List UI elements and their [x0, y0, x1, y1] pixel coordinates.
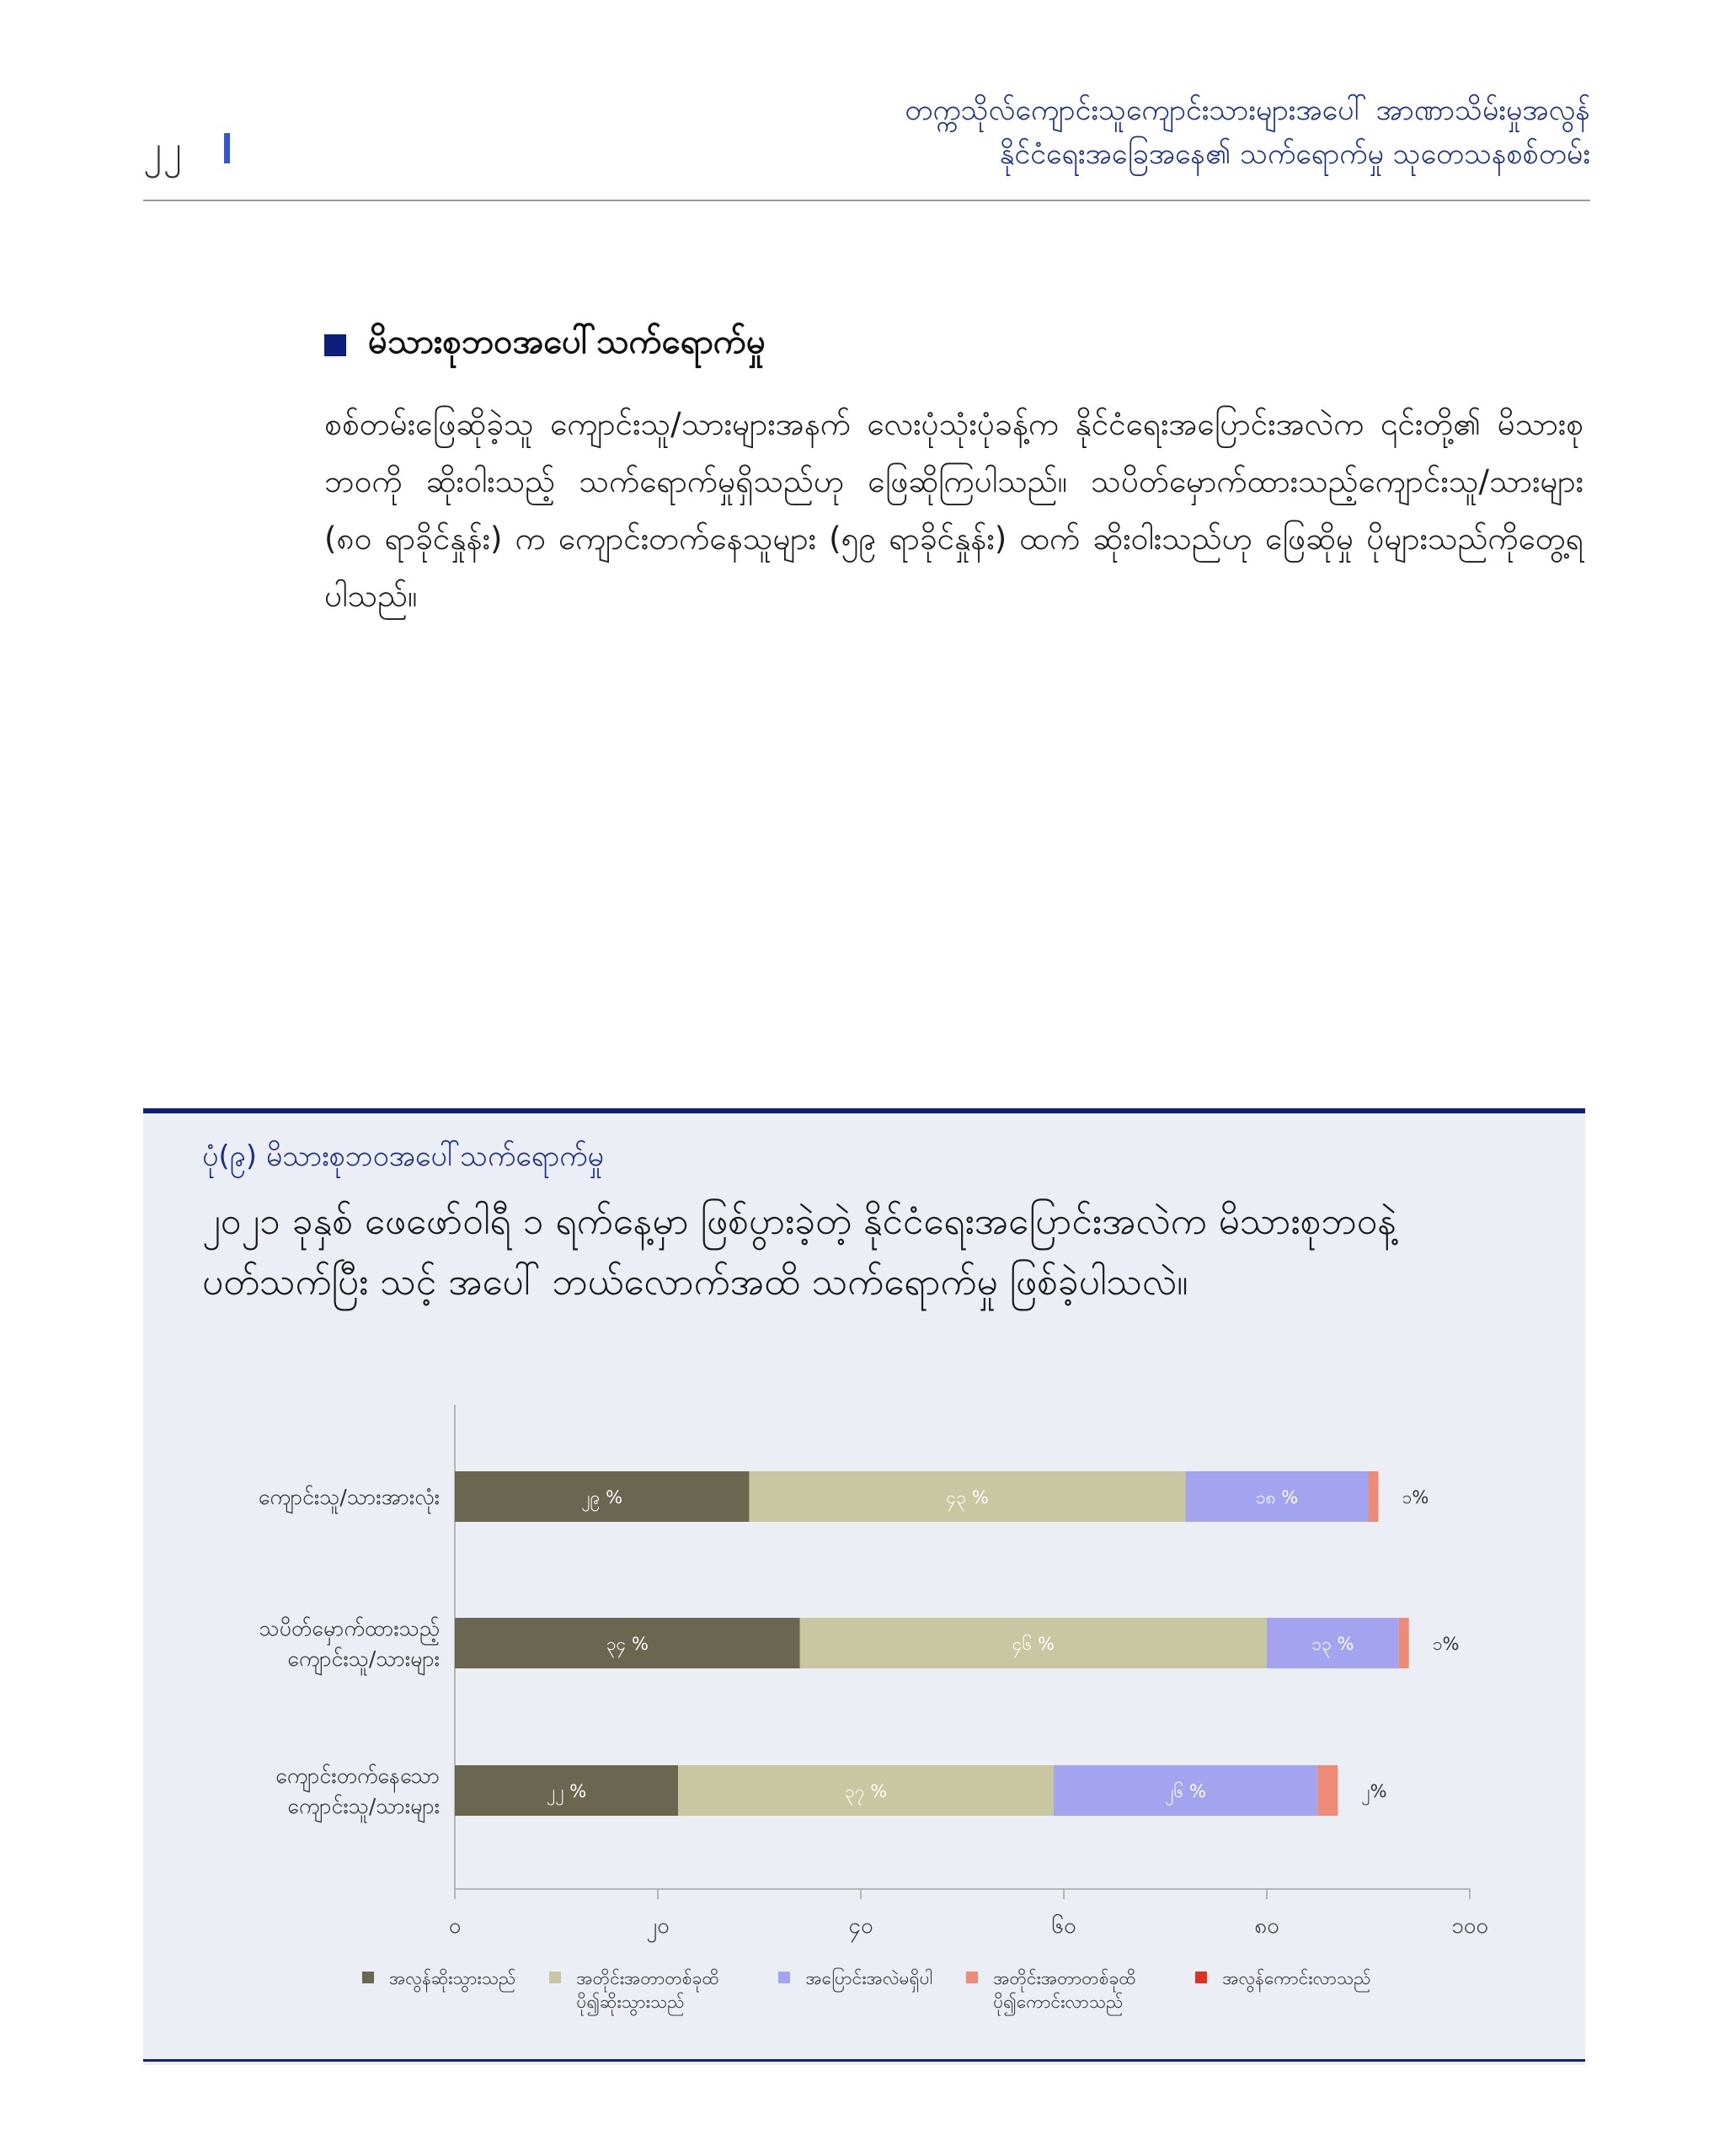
legend-item [549, 1967, 745, 2014]
data-label: ၂% [1361, 1781, 1387, 1801]
x-tick-label: ၈၀ [1254, 1913, 1279, 1939]
category-label: ကျောင်းသူ/သားများ [287, 1646, 440, 1671]
running-header-line-1: တက္ကသိုလ်ကျောင်းသူကျောင်းသားများအပေါ် အာဏာသိမ်းမှုအလွန် [905, 93, 1590, 127]
chart-legend [362, 1967, 1371, 2014]
bar-segment [1399, 1618, 1409, 1668]
x-tick-label: ၁၀၀ [1451, 1913, 1488, 1939]
data-label: ၂၆ % [1165, 1781, 1206, 1801]
legend-swatch [362, 1972, 374, 1983]
section-heading-text: မိသားစုဘဝအပေါ်သက်ရောက်မှု [368, 323, 766, 361]
body-paragraph: စစ်တမ်းဖြေဆိုခဲ့သူ ကျောင်းသူ/သားများအနက် လေးပုံသုံးပုံခန့်က နိုင်ငံရေးအပြောင်းအလဲက ၎င်းတို့၏ မိသားစုဘဝကို ဆိုးဝါးသည့် သက်ရောက်မှုရှိသည်ဟု ဖြေဆိုကြပါသည်။ သပိတ်မှောက်ထားသည့်ကျောင်းသူ/သားများ (၈၀ ရာခိုင်နှုန်း) က ကျောင်းတက်နေသူများ (၅၉ ရာခိုင်နှုန်း) ထက် ဆိုးဝါးသည်ဟု ဖြေဆိုမှု ပိုများသည်ကိုတွေ့ရပါသည်။ [324, 406, 1583, 614]
x-tick-label: ၆၀ [1051, 1913, 1076, 1939]
data-label: ၃၄ % [606, 1634, 649, 1654]
legend-label: အလွန်ကောင်းလာသည် [1222, 1968, 1371, 1988]
x-tick-label: ၂၀ [646, 1913, 670, 1939]
legend-swatch [966, 1972, 978, 1983]
data-label: ၃၇ % [844, 1781, 888, 1801]
figure-question: ၂၀၂၁ ခုနှစ် ဖေဖော်ဝါရီ ၁ ရက်နေ့မှာ ဖြစ်ပွားခဲ့တဲ့ နိုင်ငံရေးအပြောင်းအလဲက မိသားစုဘဝနဲ့ ပတ်သက်ပြီး သင့် အပေါ် ဘယ်လောက်အထိ သက်ရောက်မှု ဖြစ်ခဲ့ပါသလဲ။ [202, 1200, 1397, 1304]
page-number: ၂၂ [143, 128, 184, 171]
data-label: ၄၆ % [1012, 1634, 1055, 1654]
legend-label: အလွန်ဆိုးသွားသည် [389, 1968, 516, 1988]
bar-segment [1369, 1471, 1379, 1522]
legend-item [1195, 1967, 1370, 2014]
category-label: သပိတ်မှောက်ထားသည့် [259, 1616, 440, 1641]
data-label: ၄၃ % [946, 1487, 989, 1508]
legend-item [362, 1967, 515, 2014]
x-tick-label: ၀ [448, 1913, 462, 1939]
legend-label: အတိုင်းအတာတစ်ခုထိ ပို၍ကောင်းလာသည် [993, 1968, 1136, 2012]
data-label: ၁၈ % [1255, 1487, 1299, 1508]
category-label: ကျောင်းတက်နေသော [275, 1764, 440, 1788]
figure-label: ပုံ(၉) မိသားစုဘဝအပေါ်သက်ရောက်မှု [202, 1139, 604, 1173]
data-label: ၁% [1432, 1634, 1460, 1654]
legend-item [966, 1967, 1162, 2014]
category-label: ကျောင်းသူ/သားများ [287, 1794, 440, 1818]
bar-segment [1317, 1765, 1338, 1816]
legend-swatch [778, 1972, 790, 1983]
legend-swatch [1195, 1972, 1207, 1983]
data-label: ၂၂ % [546, 1781, 587, 1801]
data-label: ၂၉ % [581, 1487, 623, 1508]
data-label: ၁% [1402, 1487, 1429, 1508]
legend-swatch [549, 1972, 561, 1983]
data-label: ၁၃ % [1311, 1634, 1354, 1654]
category-label: ကျောင်းသူ/သားအားလုံး [258, 1485, 440, 1509]
legend-label: အတိုင်းအတာတစ်ခုထိ ပို၍ဆိုးသွားသည် [576, 1968, 719, 2012]
legend-label: အပြောင်းအလဲမရှိပါ [805, 1968, 933, 1988]
legend-item [778, 1967, 932, 2014]
x-tick-label: ၄၀ [848, 1913, 873, 1939]
running-header-line-2: နိုင်ငံရေးအခြေအနေ၏ သက်ရောက်မှု သုတေသနစစ်တမ်း [999, 137, 1590, 171]
